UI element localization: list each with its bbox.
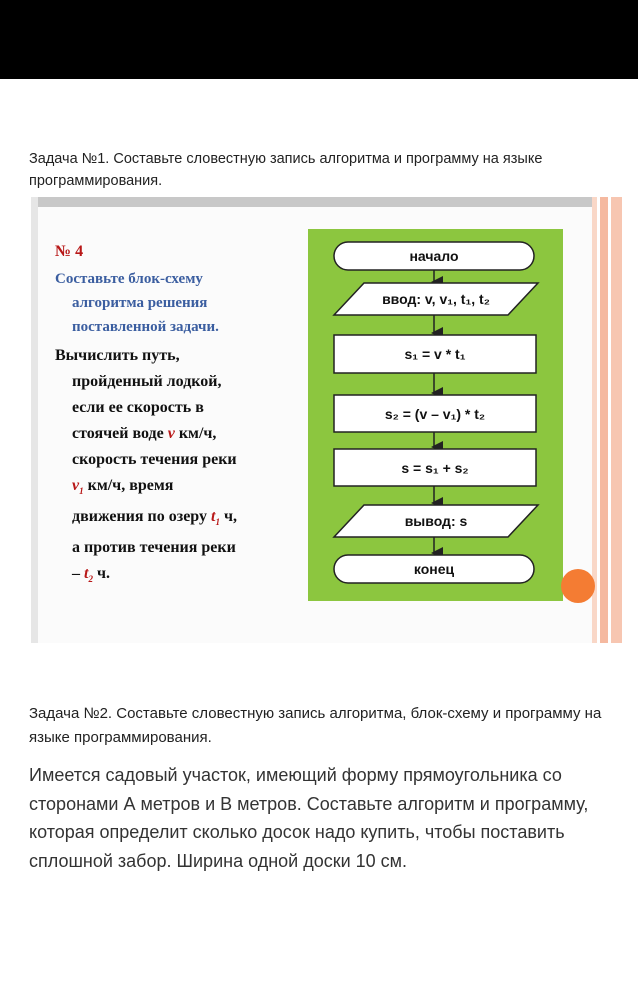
problem-text-line: а против течения реки xyxy=(72,539,236,557)
variable-symbol: v xyxy=(167,425,175,442)
problem-number: № 4 xyxy=(55,243,84,260)
problem-text-line: скорость течения реки xyxy=(72,451,237,468)
problem-task-line: алгоритма решения xyxy=(72,295,208,311)
problem-task-line: поставленной задачи. xyxy=(72,319,219,335)
flowchart xyxy=(31,197,622,643)
flow-start-label: начало xyxy=(409,248,459,264)
variable-symbol: $t_2$ xyxy=(84,565,93,585)
slide-image xyxy=(31,197,622,643)
task2-body: Имеется садовый участок, имеющий форму прямоугольника со сторонами А метров и В метров. Составьте алгоритм и программу, которая определит сколько досок надо купить, чтобы поставить сплошной забор. Ширина одной доски 10 см. xyxy=(29,765,589,871)
problem-text-line: стоячей воде v км/ч, xyxy=(72,425,217,442)
problem-text-line: если ее скорость в xyxy=(72,399,204,416)
decor-orange-circle xyxy=(561,569,595,603)
top-black-bar xyxy=(0,0,638,79)
problem-text-line: движения по озеру $t_1$ ч, xyxy=(72,508,237,528)
flow-output-label: вывод: s xyxy=(404,513,468,529)
problem-text-line: – $t_2$ ч. xyxy=(72,565,110,585)
flow-step1-label: s₁ = v * t₁ xyxy=(404,346,466,362)
problem-text-line: $v_1$ км/ч, время xyxy=(72,477,174,497)
variable-symbol: $t_1$ xyxy=(210,508,220,528)
task2-heading: Задача №2. Составьте словестную запись алгоритма, блок-схему и программу на языке программирования. xyxy=(29,705,602,746)
flow-step2-label: s₂ = (v – v₁) * t₂ xyxy=(384,406,486,422)
flow-step3-label: s = s₁ + s₂ xyxy=(401,460,469,476)
flow-input-label: ввод: v, v₁, t₁, t₂ xyxy=(382,291,490,307)
problem-text-line: пройденный лодкой, xyxy=(72,373,222,390)
problem-task-line: Составьте блок-схему xyxy=(55,271,203,287)
flow-end-label: конец xyxy=(413,561,455,577)
task1-heading: Задача №1. Составьте словестную запись алгоритма и программу на языке программирования. xyxy=(29,151,543,189)
problem-text-line: Вычислить путь, xyxy=(55,347,180,364)
variable-symbol: $v_1$ xyxy=(72,477,84,497)
